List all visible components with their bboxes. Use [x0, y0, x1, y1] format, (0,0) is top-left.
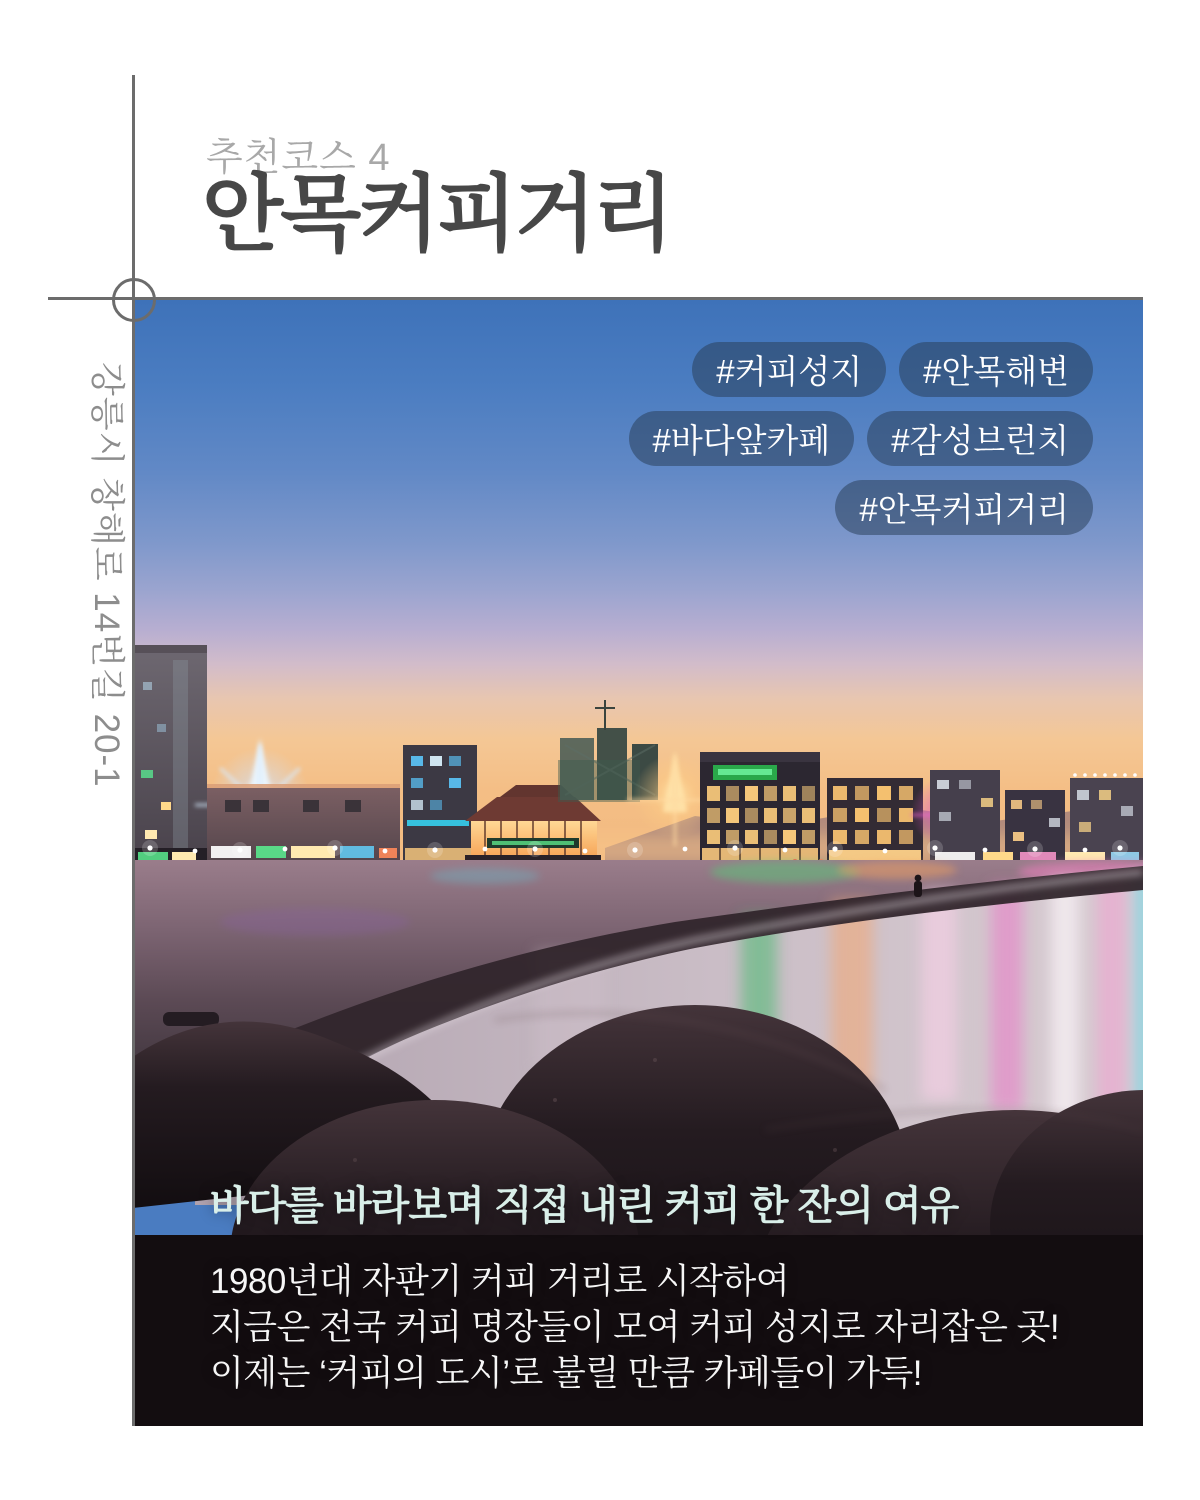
hashtag-pill: #바다앞카페 — [629, 411, 855, 466]
caption-block — [210, 1174, 1059, 1397]
kicker-label: 추천코스 4 — [206, 137, 391, 179]
sunset-beach-photo — [135, 300, 1143, 1426]
page-title: 안목커피거리 — [202, 169, 671, 262]
hashtag-group — [629, 342, 1094, 535]
crosshair-circle-icon — [112, 278, 156, 322]
caption-headline: 바다를 바라보며 직접 내린 커피 한 잔의 여유 — [210, 1184, 959, 1228]
person-silhouette — [914, 875, 922, 897]
hashtag-pill: #커피성지 — [692, 342, 886, 397]
hashtag-pill: #안목커피거리 — [835, 480, 1093, 535]
hashtag-row — [629, 411, 1094, 466]
caption-line: 지금은 전국 커피 명장들이 모여 커피 성지로 자리잡은 곳! — [210, 1308, 1060, 1347]
caption-body — [210, 1259, 1059, 1397]
caption-line: 1980년대 자판기 커피 거리로 시작하여 — [210, 1262, 790, 1301]
hashtag-row — [835, 480, 1093, 535]
hashtag-row — [692, 342, 1093, 397]
decorative-horizontal-line — [48, 297, 1143, 300]
address-vertical-text: 강릉시 창해로 14번길 20-1 — [87, 362, 126, 788]
hashtag-pill: #감성브런치 — [867, 411, 1093, 466]
hashtag-pill: #안목해변 — [899, 342, 1093, 397]
caption-line: 이제는 ‘커피의 도시’로 불릴 만큼 카페들이 가득! — [210, 1354, 923, 1393]
